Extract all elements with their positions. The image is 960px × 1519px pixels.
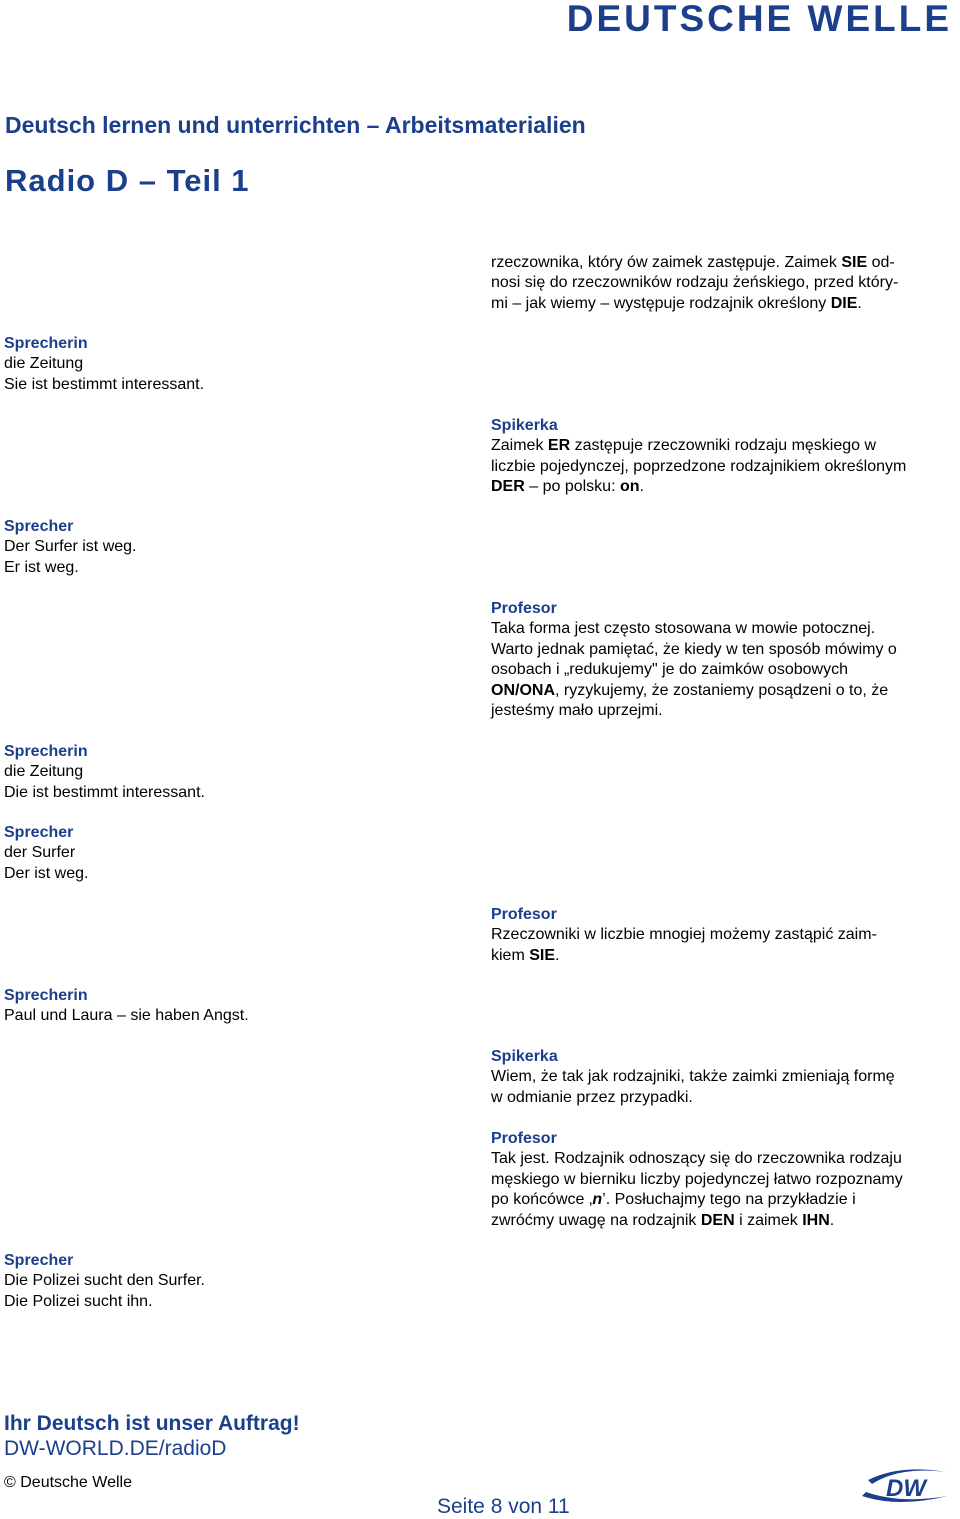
commentary-line: Rzeczowniki w liczbie mnogiej możemy zastąpić zaim- — [491, 926, 877, 944]
commentary-line: Taka forma jest często stosowana w mowie potocznej. — [491, 620, 876, 638]
speaker-label: Profesor — [491, 1130, 557, 1147]
commentary-block-6 — [491, 1129, 955, 1231]
document-subtitle: Radio D – Teil 1 — [5, 163, 250, 198]
dialogue-line: Sie ist bestimmt interessant. — [4, 375, 205, 393]
speaker-label: Spikerka — [491, 417, 558, 434]
commentary-line: Zaimek ER zastępuje rzeczowniki rodzaju męskiego w — [491, 437, 877, 455]
page-number: Seite 8 von 11 — [437, 1495, 570, 1518]
commentary-line: mi – jak wiemy – występuje rodzajnik określony DIE. — [491, 294, 862, 312]
footer-slogan: Ihr Deutsch ist unser Auftrag! — [4, 1412, 300, 1435]
commentary-block-4 — [491, 905, 955, 966]
commentary-line: rzeczownika, który ów zaimek zastępuje. Zaimek SIE od- — [491, 254, 895, 271]
speaker-label: Profesor — [491, 600, 557, 617]
commentary-block-3 — [491, 599, 955, 721]
speaker-label: Sprecher — [4, 1252, 74, 1269]
dialogue-line: Der ist weg. — [4, 864, 89, 882]
document-title: Deutsch lernen und unterrichten – Arbeitsmaterialien — [5, 112, 586, 138]
commentary-line: osobach i „redukujemy" je do zaimków osobowych — [491, 661, 848, 679]
speaker-label: Profesor — [491, 906, 557, 923]
dialogue-line: Die Polizei sucht ihn. — [4, 1292, 153, 1310]
commentary-line: zwróćmy uwagę na rodzajnik DEN i zaimek IHN. — [491, 1211, 835, 1229]
dialogue-line: Paul und Laura – sie haben Angst. — [4, 1007, 249, 1025]
footer-copyright: © Deutsche Welle — [4, 1474, 132, 1491]
commentary-line: Tak jest. Rodzajnik odnoszący się do rzeczownika rodzaju — [491, 1150, 902, 1168]
commentary-block-1 — [491, 253, 955, 314]
speaker-label: Sprecherin — [4, 743, 88, 760]
commentary-line: liczbie pojedynczej, poprzedzone rodzajnikiem określonym — [491, 457, 907, 475]
footer-url[interactable]: DW-WORLD.DE/radioD — [4, 1437, 227, 1460]
dialogue-line: der Surfer — [4, 844, 76, 862]
commentary-line: kiem SIE. — [491, 946, 560, 964]
dialogue-block-4 — [4, 823, 474, 884]
speaker-label: Sprecher — [4, 824, 74, 841]
dialogue-line: Er ist weg. — [4, 558, 79, 576]
commentary-line: nosi się do rzeczowników rodzaju żeńskiego, przed który- — [491, 274, 899, 292]
commentary-line: jesteśmy mało uprzejmi. — [491, 702, 663, 720]
commentary-line: ON/ONA, ryzykujemy, że zostaniemy posądzeni o to, że — [491, 681, 889, 699]
dw-logo-icon — [856, 1466, 954, 1506]
dialogue-line: Die ist bestimmt interessant. — [4, 783, 205, 801]
dialogue-block-6 — [4, 1251, 474, 1312]
dialogue-block-1 — [4, 334, 474, 395]
commentary-line: męskiego w bierniku liczby pojedynczej łatwo rozpoznamy — [491, 1170, 903, 1188]
commentary-line: Wiem, że tak jak rodzajniki, także zaimki zmieniają formę — [491, 1068, 895, 1086]
commentary-block-5 — [491, 1047, 955, 1108]
dialogue-line: die Zeitung — [4, 355, 84, 373]
commentary-line: po końcówce ‚n’. Posłuchajmy tego na przykładzie i — [491, 1191, 856, 1209]
dialogue-line: die Zeitung — [4, 763, 84, 781]
commentary-line: w odmianie przez przypadki. — [491, 1088, 693, 1106]
speaker-label: Spikerka — [491, 1048, 558, 1065]
dialogue-line: Der Surfer ist weg. — [4, 538, 137, 556]
dw-logo-text: DW — [886, 1475, 926, 1502]
dialogue-block-5 — [4, 986, 474, 1027]
speaker-label: Sprecherin — [4, 987, 88, 1004]
dialogue-block-3 — [4, 742, 474, 803]
dialogue-block-2 — [4, 517, 474, 578]
speaker-label: Sprecher — [4, 518, 74, 535]
commentary-line: DER – po polsku: on. — [491, 478, 644, 496]
speaker-label: Sprecherin — [4, 335, 88, 352]
commentary-line: Warto jednak pamiętać, że kiedy w ten sposób mówimy o — [491, 640, 897, 658]
brand-wordmark: DEUTSCHE WELLE — [566, 0, 952, 39]
commentary-block-2 — [491, 416, 955, 498]
dialogue-line: Die Polizei sucht den Surfer. — [4, 1272, 205, 1290]
